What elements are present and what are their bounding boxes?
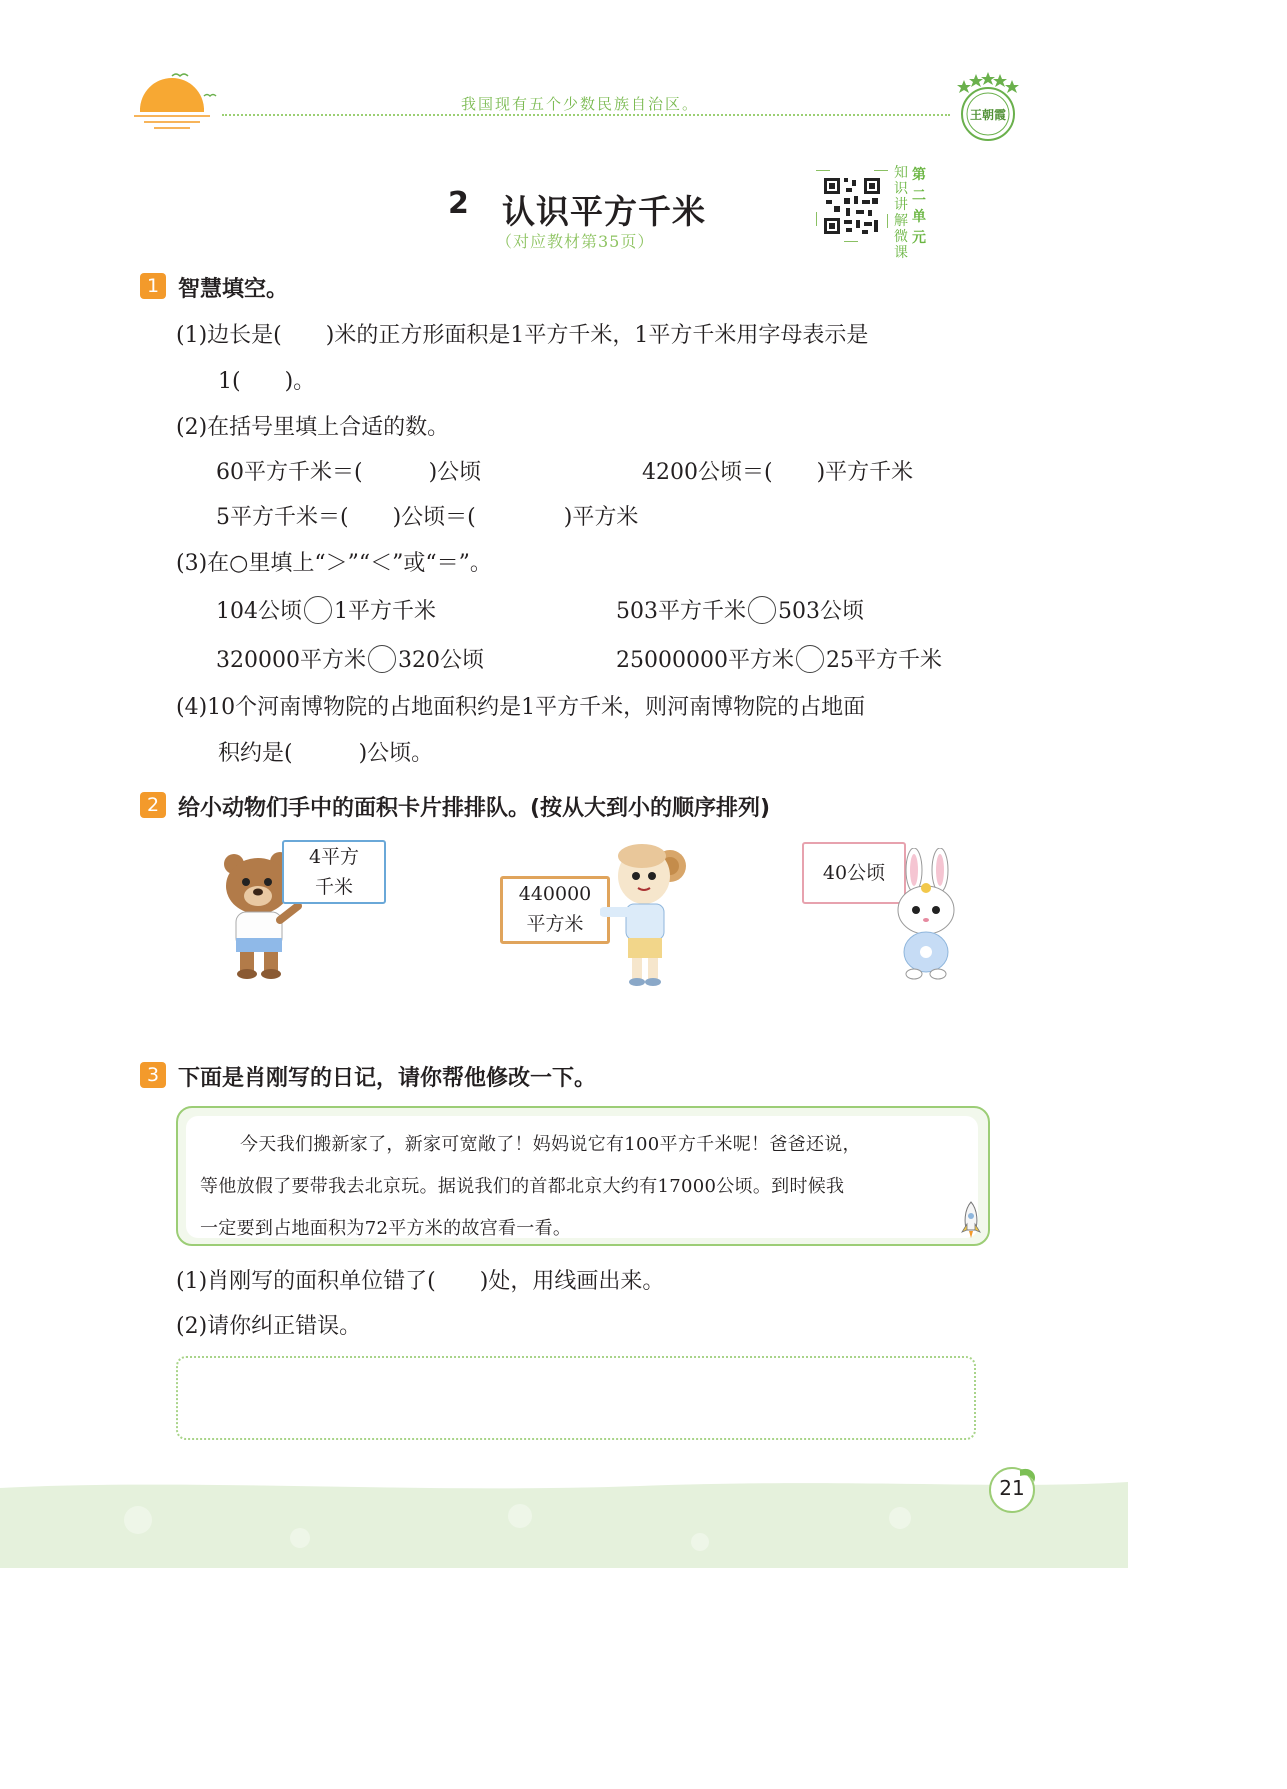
rocket-icon xyxy=(960,1200,982,1240)
q2-title: (2)在括号里填上合适的数。 xyxy=(176,415,450,440)
rabbit-character-icon xyxy=(880,848,972,984)
page-title: 认识平方千米 xyxy=(502,192,706,231)
q4-line2: 积约是( )公顷。 xyxy=(218,741,434,766)
q3-item-3: 320000平方米 320公顷 xyxy=(216,643,484,674)
s3-q2: (2)请你纠正错误。 xyxy=(176,1314,362,1339)
compare-circle-4[interactable] xyxy=(796,645,824,673)
lesson-number: 2 xyxy=(448,186,469,221)
area-card-1: 4平方 千米 xyxy=(282,840,386,904)
area-card-2: 440000 平方米 xyxy=(500,876,610,944)
sheep-boy-character-icon xyxy=(600,842,692,988)
diary-line-1: 今天我们搬新家了，新家可宽敞了！妈妈说它有100平方千米呢！爸爸还说， xyxy=(240,1134,861,1155)
page-number-badge xyxy=(986,1464,1038,1516)
qr-caption xyxy=(892,165,930,261)
qr-caption-col2: 第 二 单 元 xyxy=(912,167,926,246)
section-3-badge: 3 xyxy=(140,1062,166,1088)
compare-circle-3[interactable] xyxy=(368,645,396,673)
q2-item-a: 60平方千米＝( )公顷 xyxy=(216,460,482,485)
header-motto: 我国现有五个少数民族自治区。 xyxy=(460,95,699,113)
section-1-badge: 1 xyxy=(140,273,166,299)
page-number: 21 xyxy=(999,1476,1025,1500)
compare-circle-1[interactable] xyxy=(304,596,332,624)
section-1-title: 智慧填空。 xyxy=(178,277,289,302)
qr-code-icon[interactable] xyxy=(816,170,888,242)
q3-item-4: 25000000平方米 25平方千米 xyxy=(616,643,942,674)
s3-q1: (1)肖刚写的面积单位错了( )处，用线画出来。 xyxy=(176,1269,665,1294)
q3-item-1: 104公顷 1平方千米 xyxy=(216,594,436,625)
brand-seal-icon xyxy=(952,70,1024,146)
q1-line2: 1( )。 xyxy=(218,369,316,394)
sun-logo-icon xyxy=(130,70,220,132)
diary-line-2: 等他放假了要带我去北京玩。据说我们的首都北京大约有17000公顷。到时候我 xyxy=(200,1176,845,1197)
diary-box xyxy=(176,1106,990,1246)
answer-box[interactable] xyxy=(176,1356,976,1440)
area-card-3: 40公顷 xyxy=(802,842,906,904)
section-3-title: 下面是肖刚写的日记，请你帮他修改一下。 xyxy=(178,1066,597,1091)
section-2-badge: 2 xyxy=(140,792,166,818)
header-divider xyxy=(222,114,950,116)
q4-line1: (4)10个河南博物院的占地面积约是1平方千米，则河南博物院的占地面 xyxy=(176,695,866,720)
q2-item-c: 5平方千米＝( )公顷＝( )平方米 xyxy=(216,505,639,530)
footer-background xyxy=(0,1478,1128,1568)
q1-line1: (1)边长是( )米的正方形面积是1平方千米，1平方千米用字母表示是 xyxy=(176,323,869,348)
qr-caption-col1: 知 识 讲 解 微 课 xyxy=(894,165,908,261)
compare-circle-2[interactable] xyxy=(748,596,776,624)
q3-item-2: 503平方千米 503公顷 xyxy=(616,594,864,625)
svg-text:王朝霞: 王朝霞 xyxy=(969,108,1007,122)
q3-title: (3)在○里填上“＞”“＜”或“＝”。 xyxy=(176,551,492,576)
page-subtitle: （对应教材第35页） xyxy=(496,232,655,251)
section-2-title: 给小动物们手中的面积卡片排排队。(按从大到小的顺序排列) xyxy=(178,796,771,821)
q2-item-b: 4200公顷＝( )平方千米 xyxy=(642,460,914,485)
diary-line-3: 一定要到占地面积为72平方米的故宫看一看。 xyxy=(200,1218,572,1239)
